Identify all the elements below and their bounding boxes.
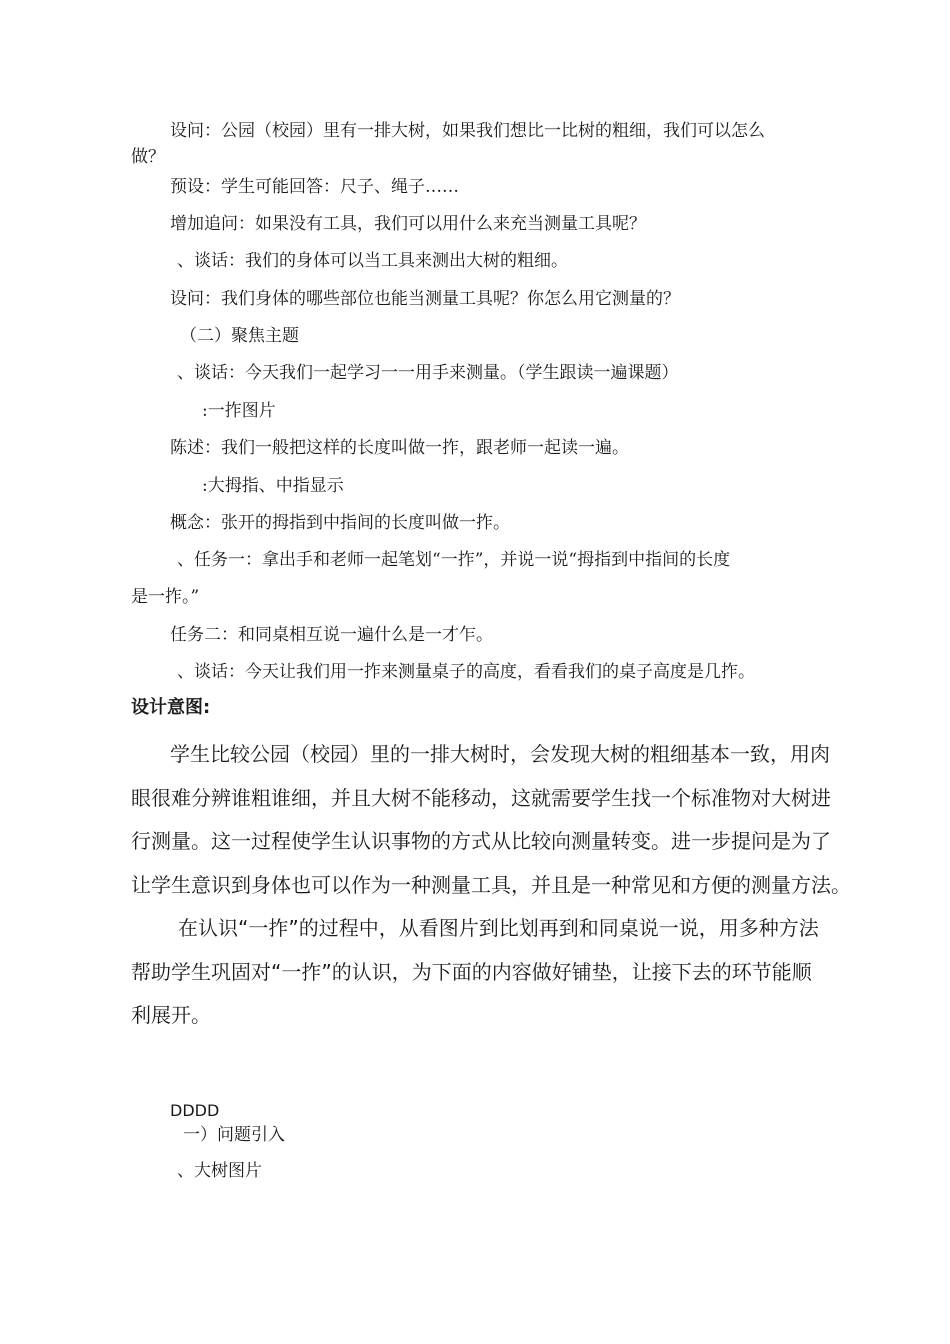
task-two: 任务二：和同桌相互说一遍什么是一才乍。 [170, 625, 493, 645]
talk-lesson-title: 、谈话：今天我们一起学习一一用手来测量。（学生跟读一遍课题） [177, 363, 679, 383]
footer-marker: DDDD [170, 1101, 220, 1120]
expected-answer: 预设：学生可能回答：尺子、绳子…… [170, 177, 459, 197]
design-paragraph-1-line: 行测量。这一过程使学生认识事物的方式从比较向测量转变。进一步提问是为了 [131, 829, 831, 853]
concept-span: 概念：张开的拇指到中指间的长度叫做一拃。 [170, 513, 510, 533]
question-park-trees: 设问：公园（校园）里有一排大树，如果我们想比一比树的粗细，我们可以怎么 [170, 121, 765, 141]
design-paragraph-2-line: 利展开。 [131, 1003, 211, 1027]
section-focus-topic: （二）聚焦主题 [180, 326, 299, 346]
task-one: 、任务一：拿出手和老师一起笔划“一拃”，并说一说“拇指到中指间的长度 [177, 550, 731, 570]
follow-up-question: 增加追问：如果没有工具，我们可以用什么来充当测量工具呢？ [170, 214, 646, 234]
design-intent-heading: 设计意图: [131, 697, 211, 718]
task-one-cont: 是一拃。” [131, 587, 200, 607]
thumb-middle-finger-note: :大拇指、中指显示 [202, 476, 344, 496]
section-problem-intro: 一）问题引入 [183, 1125, 285, 1145]
talk-desk-height: 、谈话：今天让我们用一拃来测量桌子的高度，看看我们的桌子高度是几拃。 [177, 662, 755, 682]
design-paragraph-2-line: 帮助学生巩固对“一拃”的认识，为下面的内容做好铺垫，让接下去的环节能顺 [131, 960, 812, 984]
question-body-parts: 设问：我们身体的哪些部位也能当测量工具呢？你怎么用它测量的？ [170, 289, 680, 309]
design-paragraph-1-line: 眼很难分辨谁粗谁细，并且大树不能移动，这就需要学生找一个标准物对大树进 [131, 786, 831, 810]
span-picture-note: :一拃图片 [202, 401, 276, 421]
design-paragraph-1-line: 让学生意识到身体也可以作为一种测量工具，并且是一种常见和方便的测量方法。 [131, 873, 851, 897]
question-park-trees-cont: 做？ [131, 147, 165, 167]
talk-body-tool: 、谈话：我们的身体可以当工具来测出大树的粗细。 [177, 251, 568, 271]
design-paragraph-1-line: 学生比较公园（校园）里的一排大树时，会发现大树的粗细基本一致，用肉 [170, 742, 830, 766]
design-paragraph-2-line: 在认识“一拃”的过程中，从看图片到比划再到和同桌说一说，用多种方法 [178, 916, 819, 940]
tree-picture-note: 、大树图片 [177, 1161, 262, 1181]
statement-span: 陈述：我们一般把这样的长度叫做一拃，跟老师一起读一遍。 [170, 438, 629, 458]
